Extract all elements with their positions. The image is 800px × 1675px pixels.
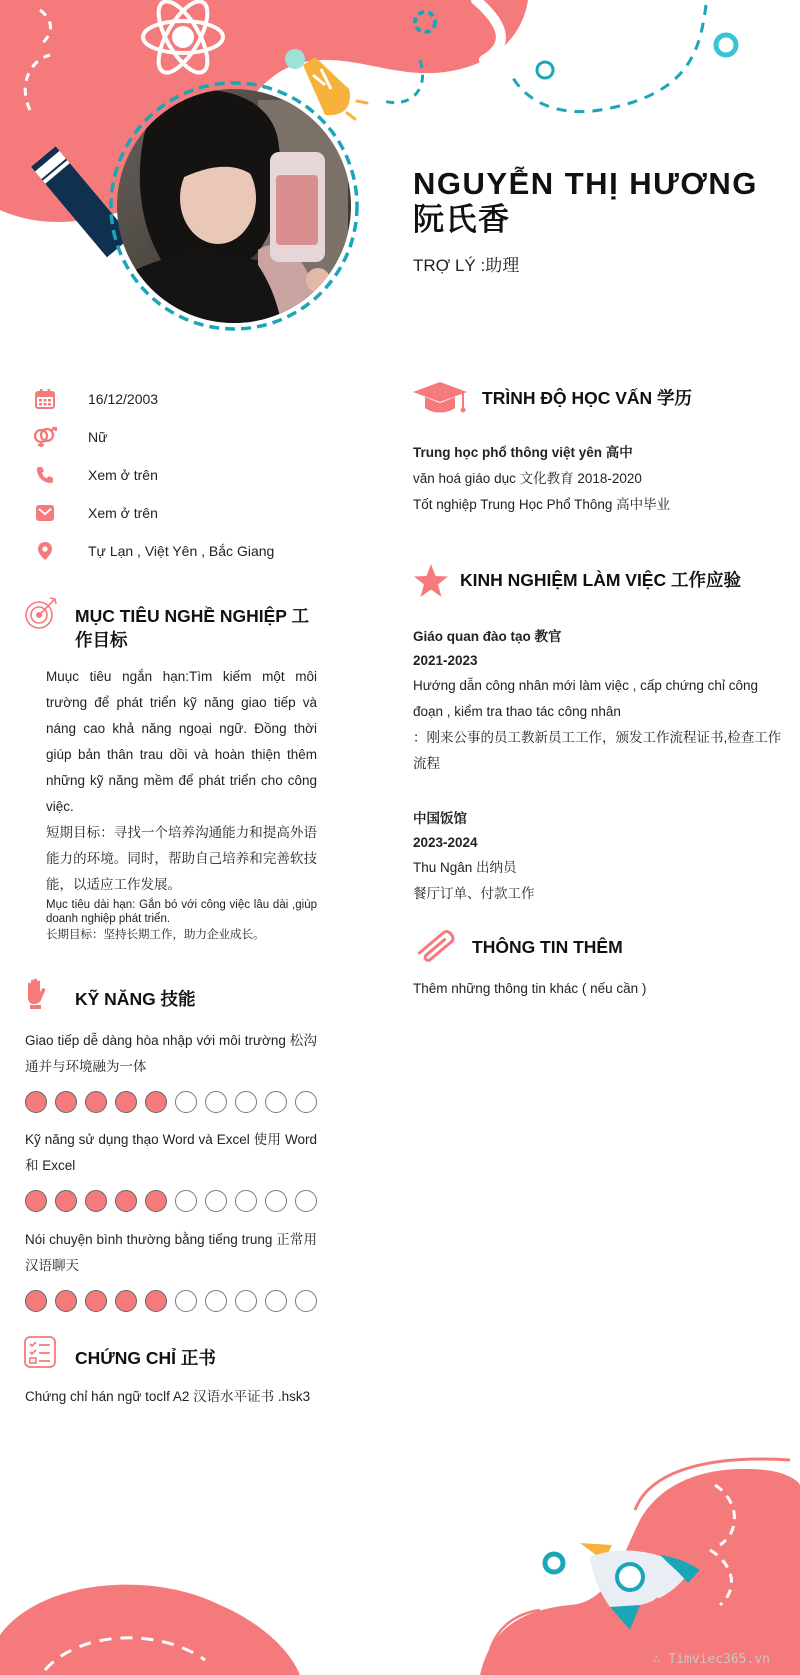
contact-birthday	[24, 380, 324, 418]
skill-2-rating	[25, 1190, 317, 1212]
certificates-title: CHỨNG CHỈ 正书	[75, 1348, 216, 1368]
rocket-icon	[530, 1535, 730, 1645]
job-1-position: Giáo quan đào tạo 教官	[413, 629, 562, 644]
contact-address	[24, 532, 324, 570]
address-value: Tự Lạn , Việt Yên , Bắc Giang	[88, 543, 275, 559]
star-icon	[413, 564, 449, 598]
email-icon	[24, 505, 66, 521]
job-2-description-zh: 餐厅订单、付款工作	[413, 886, 535, 901]
certificate-text: Chứng chỉ hán ngữ toclf A2 汉语水平证书 .hsk3	[25, 1389, 311, 1404]
contact-list	[24, 380, 324, 570]
rating-dot-filled	[115, 1290, 137, 1312]
skill-2-label: Kỹ năng sử dụng thạo Word và Excel 使用 Word 和 Excel	[25, 1132, 317, 1173]
email-value: Xem ở trên	[88, 505, 158, 521]
skill-1-rating	[25, 1091, 317, 1113]
objective-title: MỤC TIÊU NGHỀ NGHIỆP 工作目标	[75, 606, 310, 650]
skills-title: KỸ NĂNG 技能	[75, 989, 196, 1009]
gender-value: Nữ	[88, 429, 108, 445]
rating-dot-empty	[205, 1190, 227, 1212]
rating-dot-filled	[25, 1190, 47, 1212]
phone-value: Xem ở trên	[88, 467, 158, 483]
objective-long-term-zh: 长期目标：坚持长期工作，助力企业成长。	[46, 929, 265, 941]
target-icon	[24, 596, 58, 630]
rating-dot-empty	[175, 1190, 197, 1212]
checklist-icon	[24, 1336, 56, 1368]
location-pin-icon	[24, 542, 66, 560]
job-1-description-zh: ：刚来公事的员工教新员工工作，颁发工作流程证书,检查工作流程	[413, 730, 782, 771]
objective-short-term-zh: 短期目标：寻找一个培养沟通能力和提高外语能力的环境。同时，帮助自己培养和完善软技能，以适应工作发展。	[46, 825, 317, 892]
skill-1-label: Giao tiếp dễ dàng hòa nhập với môi trường 松沟通并与环境融为一体	[25, 1033, 317, 1074]
skill-3-rating	[25, 1290, 317, 1312]
gender-icon	[24, 427, 66, 447]
experience-title: KINH NGHIỆM LÀM VIỆC 工作应验	[460, 570, 741, 590]
education-school: Trung học phổ thông việt yên 高中	[413, 445, 633, 460]
watermark-text: ∴ Timviec365.vn	[652, 1652, 770, 1667]
rating-dot-empty	[265, 1190, 287, 1212]
birthday-value: 16/12/2003	[88, 391, 159, 407]
rating-dot-filled	[55, 1091, 77, 1113]
objective-short-term-vi: Muục tiêu ngắn hạn:Tìm kiếm một môi trường để phát triển kỹ năng giao tiếp và náng cao khả năng ngoại ngữ. Đồng thời giúp bản thân trau dồi và hoàn thiện thêm những kỹ năng mềm để phát triển cho công việc.	[46, 669, 317, 814]
job-2-period: 2023-2024	[413, 835, 478, 850]
rating-dot-empty	[235, 1290, 257, 1312]
objective-long-term-vi: Mục tiêu dài hạn: Gắn bó với công việc lâu dài ,giúp doanh nghiệp phát triển.	[46, 899, 317, 925]
extra-info-text: Thêm những thông tin khác ( nếu cần )	[413, 981, 647, 996]
rating-dot-empty	[235, 1190, 257, 1212]
rating-dot-empty	[205, 1091, 227, 1113]
rating-dot-filled	[115, 1190, 137, 1212]
education-title: TRÌNH ĐỘ HỌC VẤN 学历	[482, 388, 692, 408]
extra-info-title: THÔNG TIN THÊM	[472, 937, 623, 957]
rating-dot-empty	[265, 1091, 287, 1113]
rating-dot-filled	[85, 1290, 107, 1312]
rating-dot-filled	[145, 1091, 167, 1113]
calendar-icon	[24, 389, 66, 409]
rating-dot-filled	[85, 1091, 107, 1113]
rating-dot-empty	[295, 1190, 317, 1212]
contact-phone	[24, 456, 324, 494]
rating-dot-empty	[295, 1290, 317, 1312]
contact-email	[24, 494, 324, 532]
rating-dot-empty	[265, 1290, 287, 1312]
job-1-period: 2021-2023	[413, 653, 478, 668]
rating-dot-filled	[145, 1290, 167, 1312]
graduation-cap-icon	[413, 380, 469, 416]
skill-3-label: Nói chuyện bình thường bằng tiếng trung 正常用汉语聊天	[25, 1232, 317, 1273]
rating-dot-empty	[235, 1091, 257, 1113]
hand-icon	[24, 978, 48, 1010]
rating-dot-filled	[25, 1290, 47, 1312]
rating-dot-filled	[55, 1290, 77, 1312]
contact-gender	[24, 418, 324, 456]
rating-dot-empty	[295, 1091, 317, 1113]
job-1-description-vi: Hướng dẫn công nhân mới làm việc , cấp chứng chỉ công đoạn , kiểm tra thao tác công nhân	[413, 678, 758, 719]
rating-dot-empty	[175, 1091, 197, 1113]
bottom-left-blob-decoration	[0, 1560, 310, 1675]
job-title: TRỢ LÝ :助理	[413, 256, 520, 275]
job-2-description-vi: Thu Ngân 出纳员	[413, 860, 517, 875]
atom-icon	[138, 0, 228, 80]
profile-photo-avatar	[108, 80, 360, 332]
education-note: Tốt nghiệp Trung Học Phổ Thông 高中毕业	[413, 497, 671, 512]
rating-dot-empty	[175, 1290, 197, 1312]
rating-dot-filled	[55, 1190, 77, 1212]
phone-icon	[24, 466, 66, 484]
rating-dot-empty	[205, 1290, 227, 1312]
rating-dot-filled	[115, 1091, 137, 1113]
paperclip-icon	[413, 925, 461, 967]
candidate-name: NGUYỄN THỊ HƯƠNG 阮氏香	[413, 166, 758, 237]
rating-dot-filled	[145, 1190, 167, 1212]
education-major: văn hoá giáo dục 文化教育 2018-2020	[413, 471, 642, 486]
job-2-position: 中国饭馆	[413, 811, 467, 826]
rating-dot-filled	[25, 1091, 47, 1113]
rating-dot-filled	[85, 1190, 107, 1212]
